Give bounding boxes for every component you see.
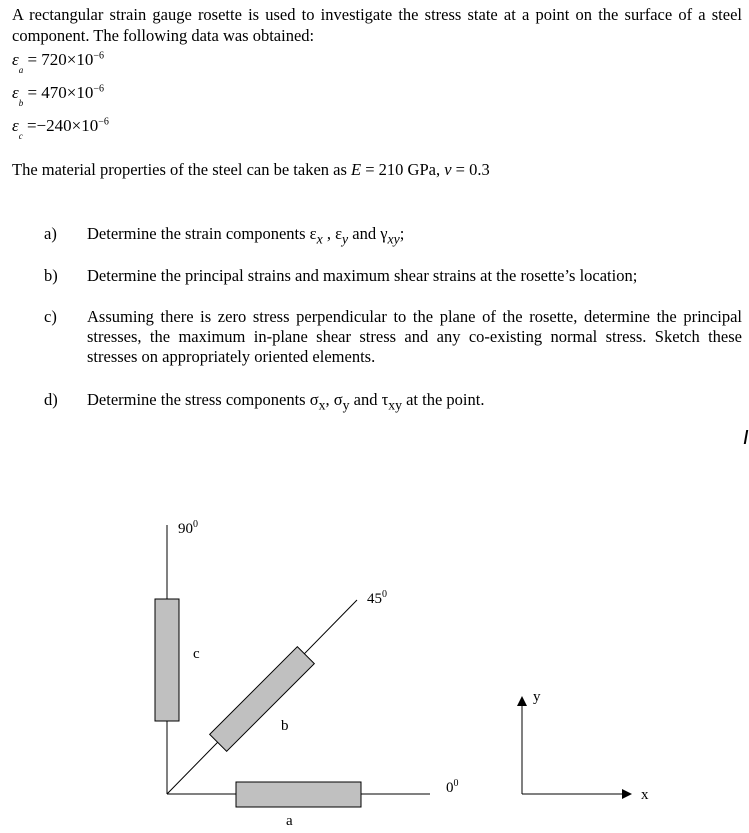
label-0: $0^0$ bbox=[446, 778, 459, 796]
stray-mark bbox=[744, 430, 748, 444]
label-y: y bbox=[533, 689, 541, 705]
gauge-b bbox=[210, 647, 315, 752]
x-arrow-icon bbox=[622, 789, 632, 799]
question-c-label: c) bbox=[44, 307, 57, 326]
label-45: $45^0$ bbox=[367, 589, 387, 607]
question-c-text: Assuming there is zero stress perpendicular to the plane of the rosette, determine the principal stresses, the maximum in-plane shear stress and any co-existing normal stress. Sketch these stresses on appropriately oriented elements. bbox=[87, 307, 742, 366]
strain-b: $\varepsilon_b = 470\times 10^{-6}$ bbox=[12, 83, 105, 109]
rosette-diagram bbox=[0, 500, 749, 833]
label-gauge-a: a bbox=[286, 813, 293, 829]
strain-c: $\varepsilon_c =-240\times 10^{-6}$ bbox=[12, 116, 109, 142]
question-d-label: d) bbox=[44, 390, 58, 409]
material-properties: The material properties of the steel can be taken as E = 210 GPa, v = 0.3 bbox=[12, 160, 490, 179]
label-x: x bbox=[641, 787, 649, 803]
question-d-text: Determine the stress components $\sigma_x$, $\sigma_y$ and $\tau_{xy}$ at the point. bbox=[87, 390, 485, 413]
gauge-c bbox=[155, 599, 179, 721]
question-b-text: Determine the principal strains and maximum shear strains at the rosette’s location; bbox=[87, 266, 638, 285]
label-90: $90^0$ bbox=[178, 519, 198, 537]
y-arrow-icon bbox=[517, 696, 527, 706]
question-a-text: Determine the strain components $\varepsilon_x$ , $\varepsilon_y$ and $\gamma_{xy}$; bbox=[87, 224, 405, 247]
gauge-a bbox=[236, 782, 361, 807]
problem-intro: A rectangular strain gauge rosette is used to investigate the stress state at a point on the surface of a steel component. The following data was obtained: bbox=[12, 5, 742, 45]
question-a-label: a) bbox=[44, 224, 57, 243]
label-gauge-c: c bbox=[193, 646, 200, 662]
question-b-label: b) bbox=[44, 266, 58, 285]
label-gauge-b: b bbox=[281, 718, 289, 734]
strain-a: $\varepsilon_a = 720\times 10^{-6}$ bbox=[12, 50, 105, 76]
